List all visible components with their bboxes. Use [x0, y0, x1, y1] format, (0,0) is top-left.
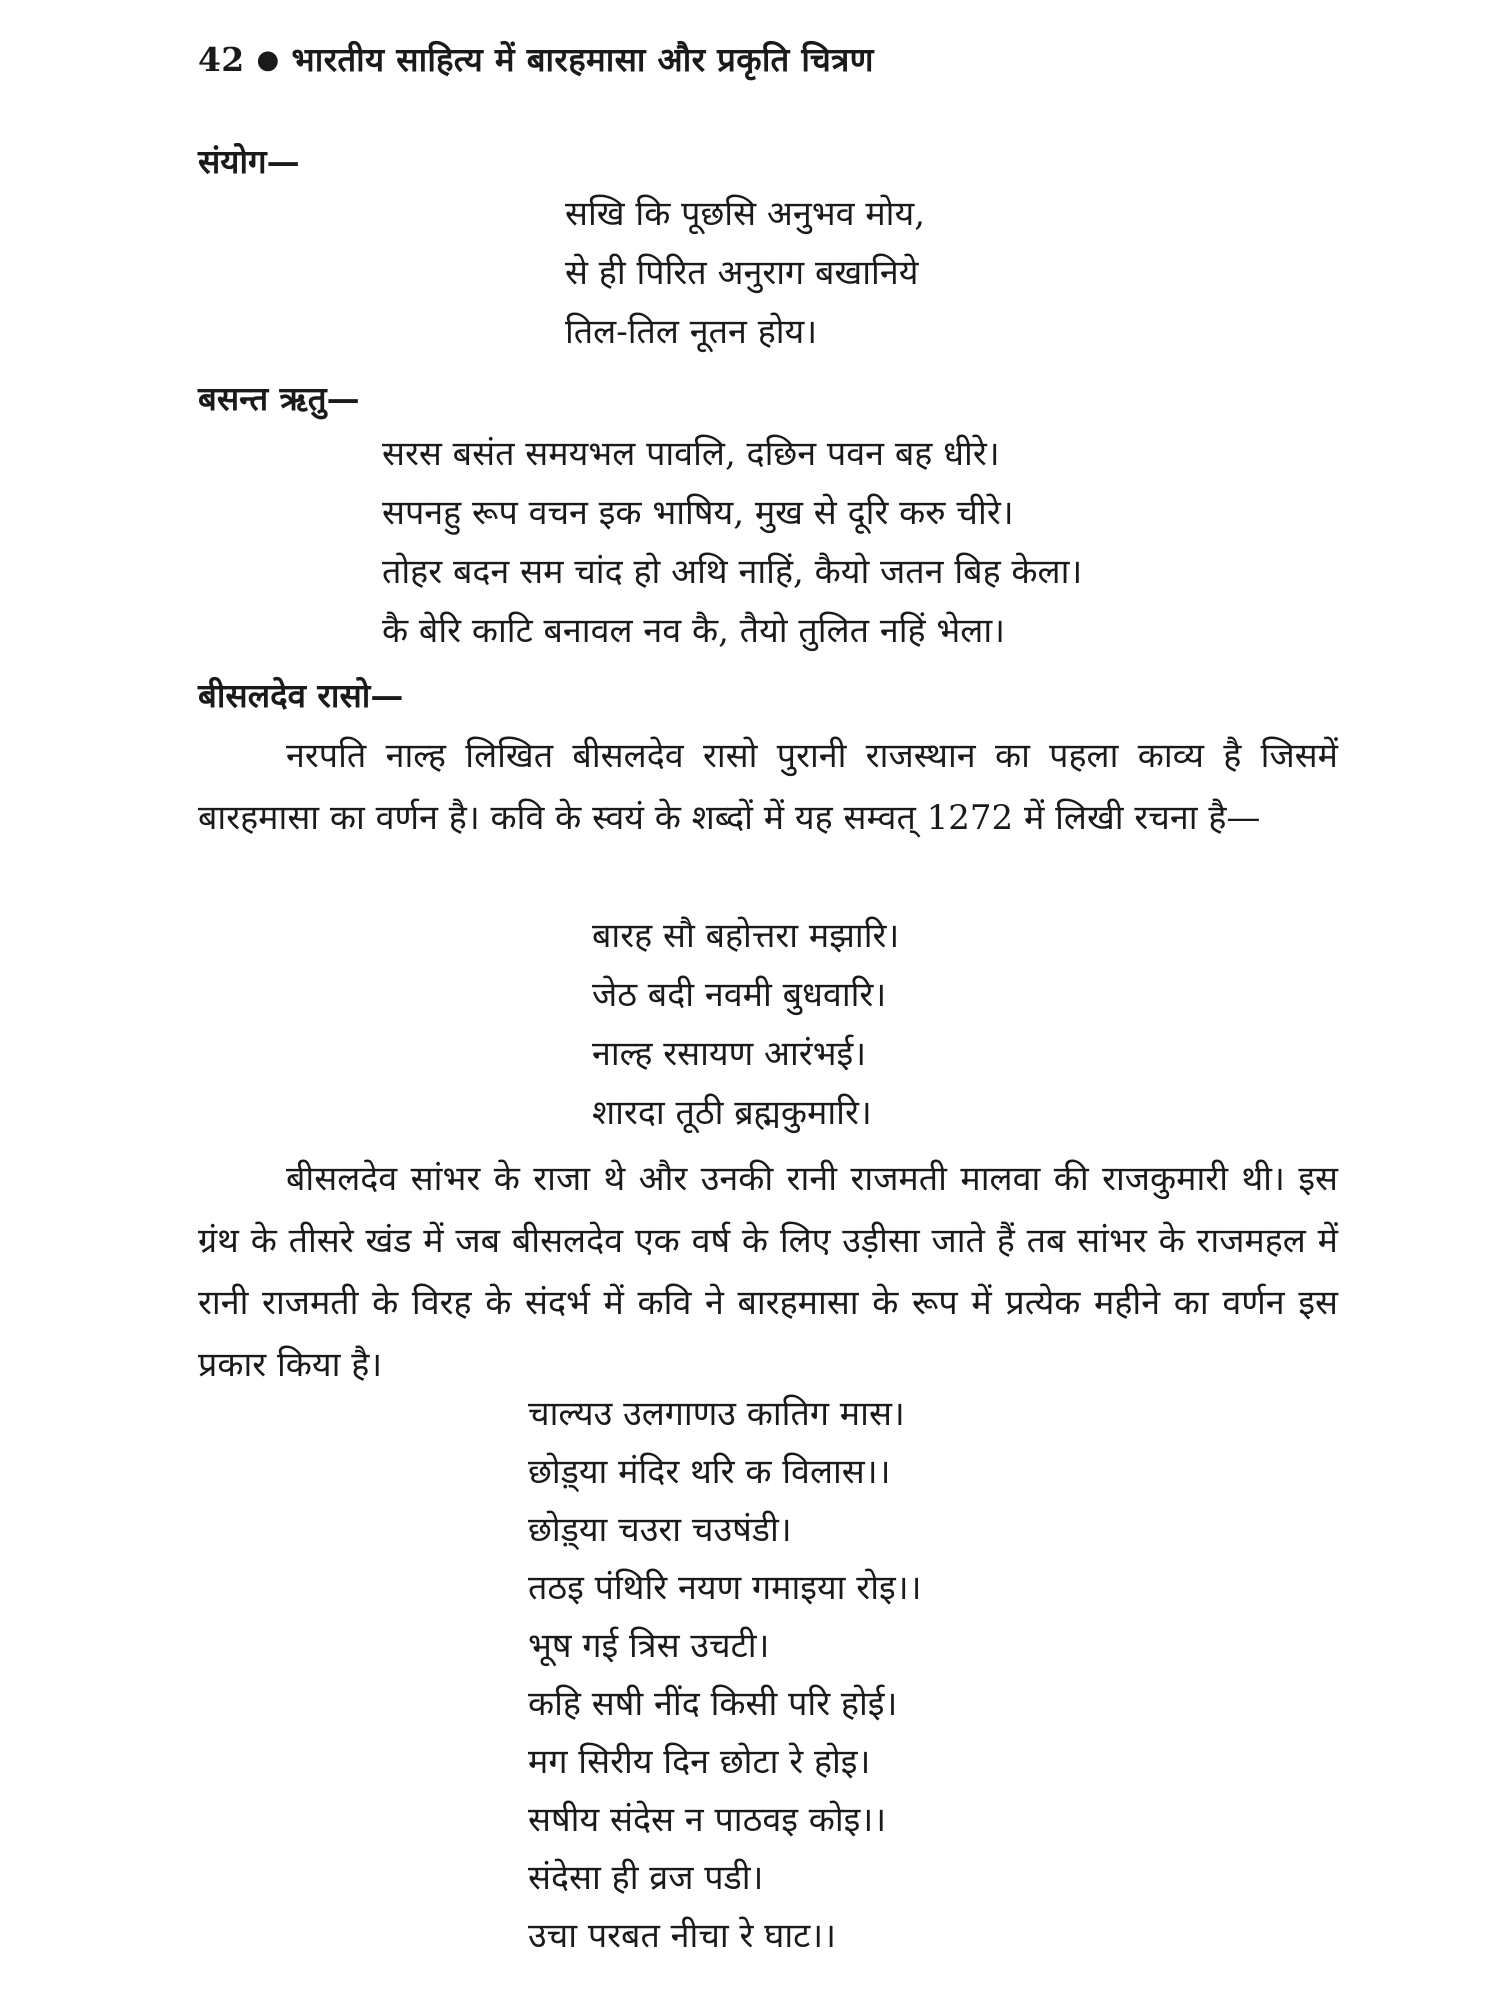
verse-line: तिल-तिल नूतन होय।: [565, 312, 818, 352]
verse-line: भूष गई त्रिस उचटी।: [528, 1626, 770, 1666]
verse-line: शारदा तूठी ब्रह्मकुमारि।: [592, 1093, 872, 1133]
paragraph-text: नरपति नाल्ह लिखित बीसलदेव रासो पुरानी राजस्थान का पहला काव्य है जिसमें बारहमासा का वर्णन है। कवि के स्वयं के शब्दों में यह सम्वत् 1272 में लिखी रचना है—: [198, 736, 1338, 838]
heading-bisaldev: बीसलदेव रासो—: [198, 676, 404, 715]
verse-line: मग सिरीय दिन छोटा रे होइ।: [528, 1742, 871, 1782]
verse-line: से ही पिरित अनुराग बखानिये: [565, 253, 919, 293]
verse-line: सखि कि पूछसि अनुभव मोय,: [565, 194, 926, 234]
verse-line: तोहर बदन सम चांद हो अथि नाहिं, कैयो जतन बिह केला।: [382, 552, 1083, 592]
bullet-icon: ●: [256, 45, 280, 75]
paragraph-text: बीसलदेव सांभर के राजा थे और उनकी रानी राजमती मालवा की राजकुमारी थी। इस ग्रंथ के तीसरे खंड में जब बीसलदेव एक वर्ष के लिए उड़ीसा जाते हैं तब सांभर के राजमहल में रानी राजमती के विरह के संदर्भ में कवि ने बारहमासा के रूप में प्रत्येक महीने का वर्णन इस प्रकार किया है।: [198, 1159, 1338, 1385]
verse-line: छोड़्या मंदिर थरि क विलास।।: [528, 1452, 891, 1492]
verse-line: छोड़्या चउरा चउषंडी।: [528, 1510, 792, 1550]
page-header: [198, 36, 874, 81]
verse-line: चाल्यउ उलगाणउ कातिग मास।: [528, 1394, 905, 1434]
verse-bisaldev-date: [592, 907, 899, 1143]
verse-line: बारह सौ बहोत्तरा मझारि।: [592, 916, 900, 956]
book-title: भारतीय साहित्य में बारहमासा और प्रकृति चित्रण: [291, 40, 874, 79]
verse-line: तठइ पंथिरि नयण गमाइया रोइ।।: [528, 1568, 922, 1608]
verse-line: सरस बसंत समयभल पावलि, दछिन पवन बह धीरे।: [382, 434, 1000, 474]
heading-basant: बसन्त ऋतु—: [198, 379, 360, 418]
paragraph-bisaldev-story: [198, 1148, 1338, 1396]
verse-line: कै बेरि काटि बनावल नव कै, तैयो तुलित नहिं भेला।: [382, 611, 1006, 651]
verse-line: कहि सषी नींद किसी परि होई।: [528, 1684, 898, 1724]
verse-line: जेठ बदी नवमी बुधवारि।: [592, 975, 887, 1015]
verse-line: सषीय संदेस न पाठवइ कोइ।।: [528, 1800, 887, 1840]
verse-line: नाल्ह रसायण आरंभई।: [592, 1034, 867, 1074]
page-number: 42: [198, 40, 245, 79]
paragraph-bisaldev-intro: [198, 725, 1338, 849]
verse-line: उचा परबत नीचा रे घाट।।: [528, 1916, 837, 1956]
verse-basant: [382, 425, 1082, 661]
verse-barahmasa: [528, 1385, 921, 1965]
verse-line: सपनहु रूप वचन इक भाषिय, मुख से दूरि करु चीरे।: [382, 493, 1014, 533]
verse-line: संदेसा ही व्रज पडी।: [528, 1858, 764, 1898]
heading-sanyog: संयोग—: [198, 142, 300, 181]
verse-sanyog: [565, 185, 925, 362]
